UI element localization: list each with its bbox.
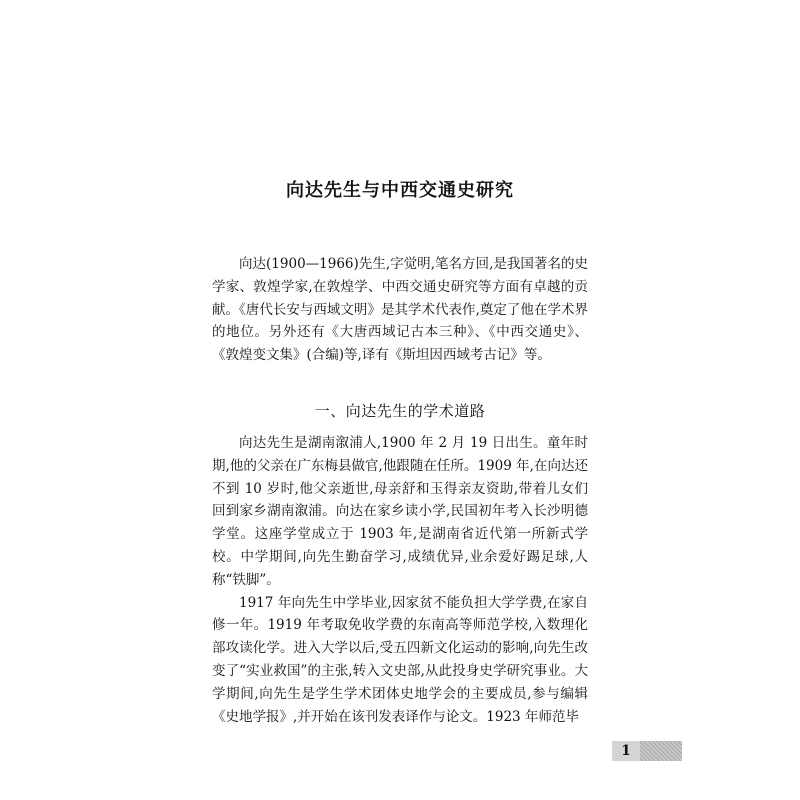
page-number: 1 <box>612 741 640 761</box>
article-title: 向达先生与中西交通史研究 <box>286 180 514 201</box>
page-number-tab <box>612 741 682 761</box>
abstract-block <box>212 253 588 367</box>
abstract-paragraph: 向达(1900—1966)先生,字觉明,笔名方回,是我国著名的史学家、敦煌学家,在敦煌学、中西交通史研究等方面有卓越的贡献。《唐代长安与西域文明》是其学术代表作,奠定了他在学术界的地位。另外还有《大唐西域记古本三种》、《中西交通史》、《敦煌变文集》(合编)等,译有《斯坦因西域考古记》等。 <box>212 256 588 364</box>
body-paragraph-2: 1917 年向先生中学毕业,因家贫不能负担大学学费,在家自修一年。1919 年考取免收学费的东南高等师范学校,入数理化部攻读化学。进入大学以后,受五四新文化运动的影响,向先生改变了“实业救国”的主张,转入文史部,从此投身史学研究事业。大学期间,向先生是学生学术团体史地学会的主要成员,参与编辑《史地学报》,并开始在该刊发表译作与论文。1923 年师范毕 <box>212 594 588 725</box>
main-text-block <box>212 432 588 728</box>
section-heading: 一、向达先生的学术道路 <box>314 402 486 420</box>
body-paragraph-1: 向达先生是湖南溆浦人,1900 年 2 月 19 日出生。童年时期,他的父亲在广东梅县做官,他跟随在任所。1909 年,在向达还不到 10 岁时,他父亲逝世,母亲舒和玉得亲友资助,带着儿女们回到家乡湖南溆浦。向达在家乡读小学,民国初年考入长沙明德学堂。这座学堂成立于 1903 年,是湖南省近代第一所新式学校。中学期间,向先生勤奋学习,成绩优异,业余爱好踢足球,人称“铁脚”。 <box>212 435 588 588</box>
